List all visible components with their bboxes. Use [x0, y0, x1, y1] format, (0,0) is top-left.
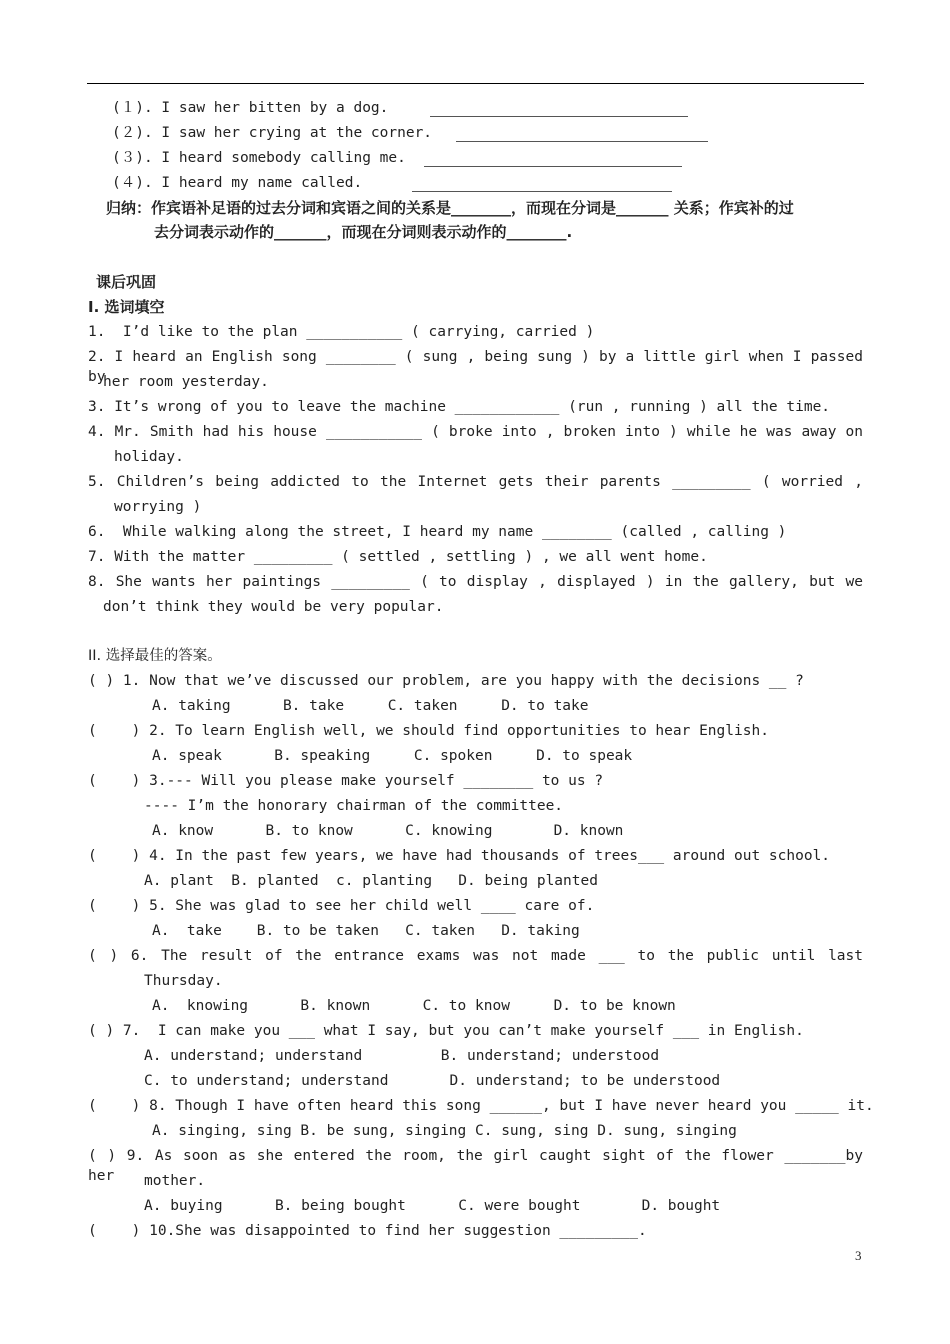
top-item-2: (２). I saw her crying at the corner. — [112, 125, 433, 141]
options-line: A. plant B. planted c. planting D. being planted — [144, 873, 598, 889]
question-line: ( ) 9. As soon as she entered the room, the girl caught sight of the flower _______by her — [88, 1148, 863, 1184]
question-line: ( ) 6. The result of the entrance exams was not made ___ to the public until last — [88, 948, 863, 964]
part1-line: worrying ) — [114, 499, 202, 515]
options-line: A. understand; understand B. understand; understood — [144, 1048, 660, 1064]
options-line: A. singing, sing B. be sung, singing C. sung, sing D. sung, singing — [152, 1123, 737, 1139]
question-line: ( ) 8. Though I have often heard this song ______, but I have never heard you _____ it. — [88, 1098, 874, 1114]
header-rule — [87, 83, 864, 84]
question-line: ( ) 2. To learn English well, we should find opportunities to hear English. — [88, 723, 769, 739]
question-line: mother. — [144, 1173, 206, 1189]
part1-line: 4. Mr. Smith had his house ___________ ( broke into , broken into ) while he was away on — [88, 424, 863, 440]
answer-line-1 — [430, 116, 688, 117]
question-line: ---- I’m the honorary chairman of the committee. — [144, 798, 564, 814]
options-line: C. to understand; understand D. understand; to be understood — [144, 1073, 721, 1089]
answer-line-2 — [456, 141, 708, 142]
part1-line: 1. I’d like to the plan ___________ ( carrying, carried ) — [88, 324, 595, 340]
page-number: 3 — [855, 1248, 862, 1263]
part1-line: holiday. — [114, 449, 184, 465]
answer-line-4 — [412, 191, 672, 192]
part1-line: 5. Children’s being addicted to the Internet gets their parents _________ ( worried , — [88, 474, 863, 490]
options-line: A. take B. to be taken C. taken D. taking — [152, 923, 580, 939]
question-line: ( ) 1. Now that we’ve discussed our problem, are you happy with the decisions __ ? — [88, 673, 804, 689]
summary-line-1: 归纳：作宾语补足语的过去分词和宾语之间的关系是________，而现在分词是_______ 关系；作宾补的过 — [106, 199, 794, 217]
options-line: A. know B. to know C. knowing D. known — [152, 823, 624, 839]
part1-line: 3. It’s wrong of you to leave the machine ____________ (run , running ) all the time. — [88, 399, 831, 415]
answer-line-3 — [424, 166, 682, 167]
part1-title: I. 选词填空 — [88, 298, 165, 316]
options-line: A. taking B. take C. taken D. to take — [152, 698, 589, 714]
part2-title: II. 选择最佳的答案。 — [88, 648, 222, 664]
question-line: ( ) 3.--- Will you please make yourself ________ to us ? — [88, 773, 604, 789]
question-line: ( ) 7. I can make you ___ what I say, but you can’t make yourself ___ in English. — [88, 1023, 804, 1039]
part1-line: 7. With the matter _________ ( settled , settling ) , we all went home. — [88, 549, 708, 565]
top-item-4: (４). I heard my name called. — [112, 175, 363, 191]
part1-line: 2. I heard an English song ________ ( sung , being sung ) by a little girl when I passed by — [88, 349, 863, 385]
options-line: A. buying B. being bought C. were bought D. bought — [144, 1198, 721, 1214]
section-title: 课后巩固 — [96, 273, 157, 291]
question-line: ( ) 5. She was glad to see her child well ____ care of. — [88, 898, 595, 914]
summary-line-2: 去分词表示动作的_______，而现在分词则表示动作的________. — [154, 223, 573, 241]
question-line: ( ) 10.She was disappointed to find her suggestion _________. — [88, 1223, 647, 1239]
part1-line: 8. She wants her paintings _________ ( to display , displayed ) in the gallery, but we — [88, 574, 863, 590]
question-line: Thursday. — [144, 973, 223, 989]
top-item-3: (３). I heard somebody calling me. — [112, 150, 406, 166]
part1-line: 6. While walking along the street, I heard my name ________ (called , calling ) — [88, 524, 787, 540]
part1-line: her room yesterday. — [103, 374, 269, 390]
top-item-1: (１). I saw her bitten by a dog. — [112, 100, 389, 116]
options-line: A. knowing B. known C. to know D. to be known — [152, 998, 676, 1014]
part1-line: don’t think they would be very popular. — [103, 599, 444, 615]
options-line: A. speak B. speaking C. spoken D. to speak — [152, 748, 633, 764]
question-line: ( ) 4. In the past few years, we have had thousands of trees___ around out school. — [88, 848, 831, 864]
